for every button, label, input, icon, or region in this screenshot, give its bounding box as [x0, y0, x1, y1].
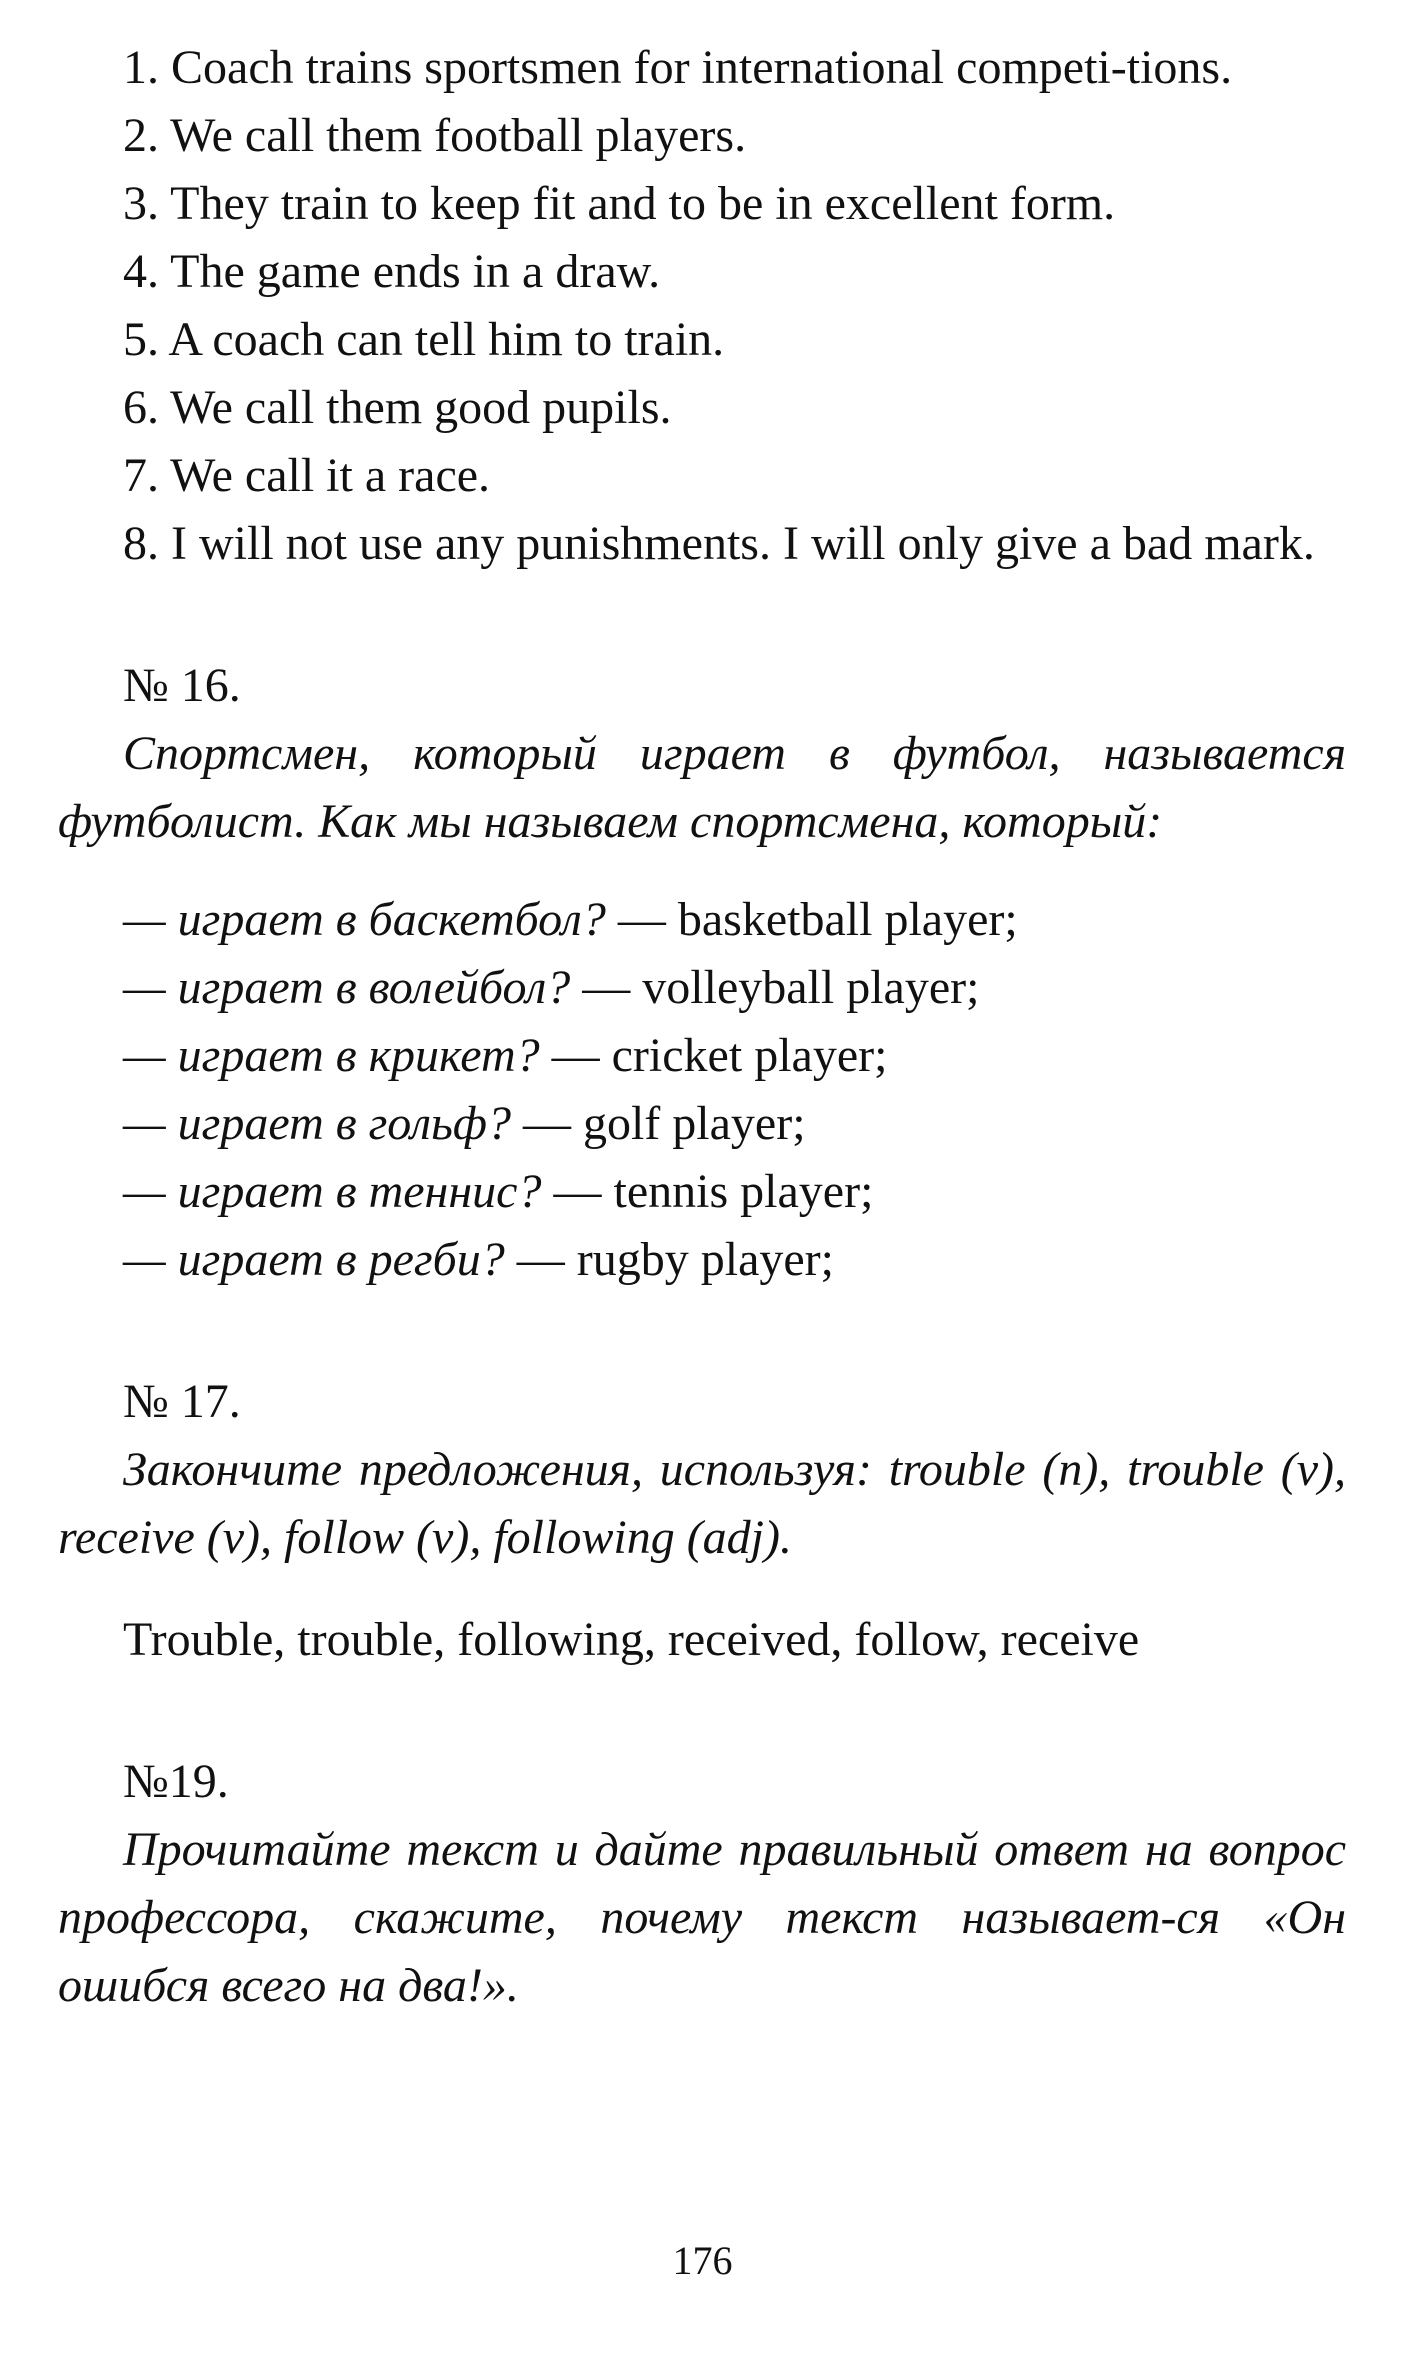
- exercise-16-item: — играет в крикет? — cricket player;: [123, 1029, 888, 1082]
- answer-item-6: 6. We call them good pupils.: [123, 381, 672, 434]
- exercise-16-item: — играет в регби? — rugby player;: [123, 1233, 834, 1286]
- exercise-17-heading: № 17.: [123, 1375, 241, 1428]
- exercise-19-heading: №19.: [123, 1755, 229, 1808]
- exercise-16-item: — играет в баскетбол? — basketball player;: [123, 893, 1018, 946]
- answer-item-5: 5. A coach can tell him to train.: [123, 313, 725, 366]
- exercise-19-task: Прочитайте текст и дайте правильный ответ на вопрос профессора, скажите, почему текст называет-ся «Он ошибся всего на два!».: [58, 1823, 1346, 2012]
- exercise-16-task: Спортсмен, который играет в футбол, называется футболист. Как мы называем спортсмена, который:: [58, 727, 1346, 848]
- exercise-17-answer: Trouble, trouble, following, received, follow, receive: [123, 1613, 1140, 1666]
- answer-item-3: 3. They train to keep fit and to be in excellent form.: [123, 177, 1116, 230]
- answer-item-8: 8. I will not use any punishments. I will only give a bad mark.: [123, 517, 1315, 570]
- page-content: [58, 34, 1346, 2020]
- answer-item-2: 2. We call them football players.: [123, 109, 747, 162]
- page-number: 176: [672, 2238, 733, 2283]
- answer-item-1: 1. Coach trains sportsmen for international competi-tions.: [123, 41, 1233, 94]
- exercise-16-heading: № 16.: [123, 659, 241, 712]
- exercise-16-item: — играет в гольф? — golf player;: [123, 1097, 806, 1150]
- answer-item-4: 4. The game ends in a draw.: [123, 245, 661, 298]
- exercise-16-item: — играет в волейбол? — volleyball player;: [123, 961, 980, 1014]
- exercise-17-task: Закончите предложения, используя: trouble (n), trouble (v), receive (v), follow (v), following (adj).: [58, 1443, 1346, 1564]
- exercise-16-item: — играет в теннис? — tennis player;: [123, 1165, 874, 1218]
- answer-item-7: 7. We call it a race.: [123, 449, 491, 502]
